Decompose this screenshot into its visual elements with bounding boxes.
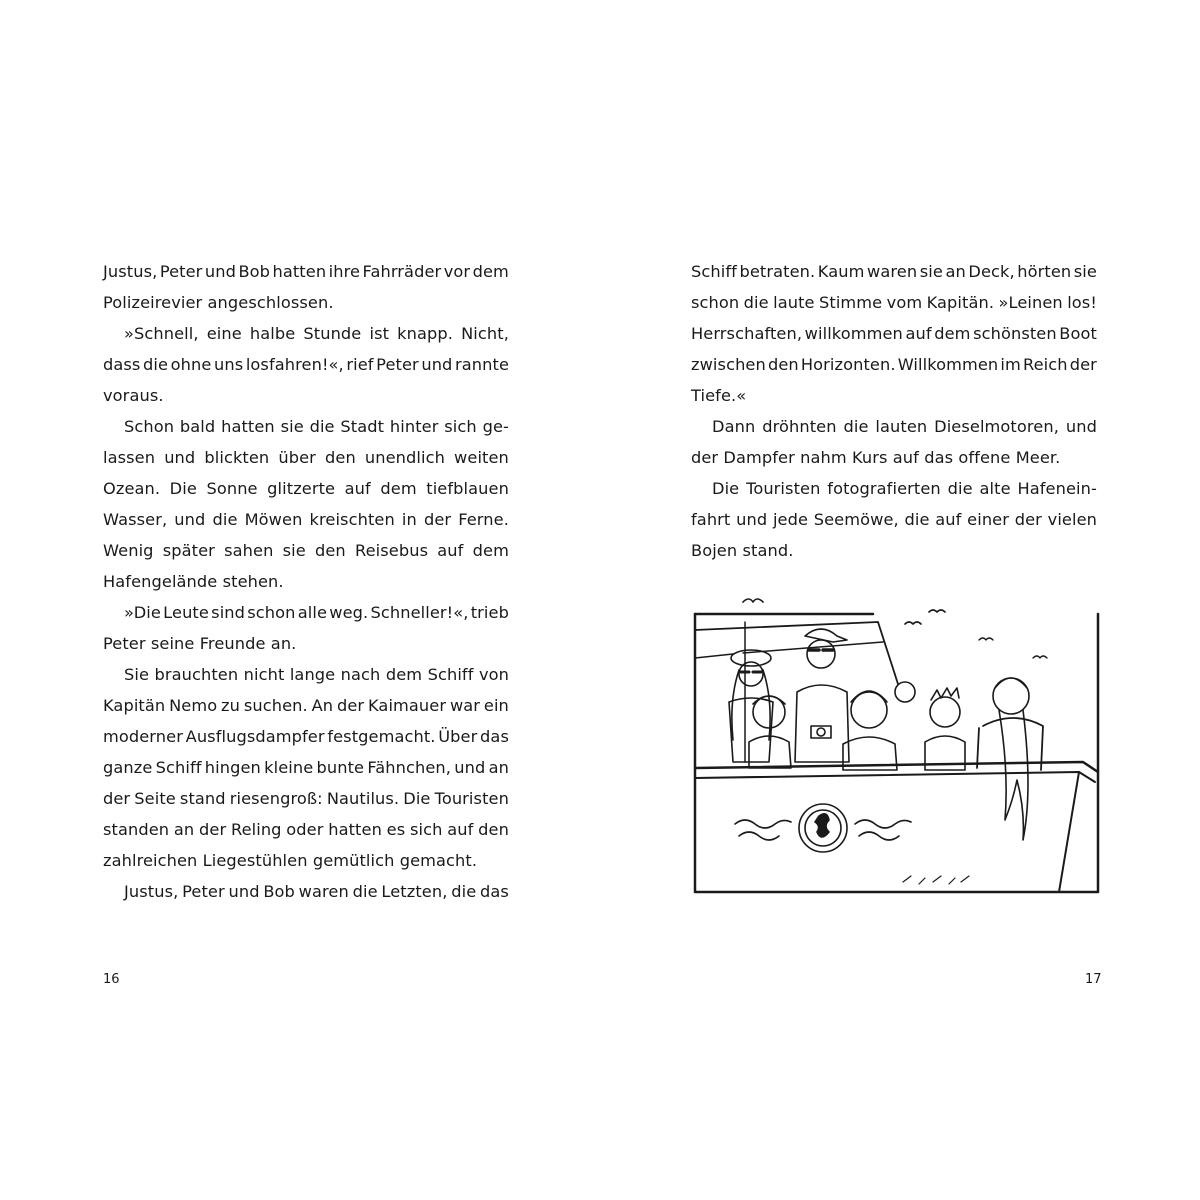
- text-line: Tiefe.«: [691, 386, 747, 405]
- text-line: Polizeirevier angeschlossen.: [103, 293, 334, 312]
- boy-right: [925, 688, 965, 770]
- text-line: moderner Ausflugsdampfer festgemacht. Über das: [103, 727, 509, 746]
- text-line: standen an der Reling oder hatten es sich auf den: [103, 820, 509, 839]
- seagull-icon: [905, 622, 921, 624]
- seagull-icon: [743, 599, 763, 602]
- page-number: 16: [103, 972, 120, 987]
- captain-nemo: [977, 678, 1043, 840]
- seagull-icon: [929, 610, 945, 612]
- girl-tourist: [843, 682, 915, 770]
- text-line: zahlreichen Liegestühlen gemütlich gemacht.: [103, 851, 478, 870]
- text-line: Peter seine Freunde an.: [103, 634, 297, 653]
- text-line: dass die ohne uns losfahren!«, rief Peter und rannte: [103, 355, 509, 374]
- text-line: der Dampfer nahm Kurs auf das offene Meer.: [691, 448, 1061, 467]
- text-line: Schon bald hatten sie die Stadt hinter sich ge-: [124, 417, 509, 436]
- text-line: »Die Leute sind schon alle weg. Schneller!«, trieb: [124, 603, 509, 622]
- text-line: zwischen den Horizonten. Willkommen im Reich der: [691, 355, 1097, 374]
- text-line: »Schnell, eine halbe Stunde ist knapp. Nicht,: [124, 324, 509, 343]
- text-line: voraus.: [103, 386, 164, 405]
- text-line: Die Touristen fotografierten die alte Hafenein-: [712, 479, 1097, 498]
- text-line: ganze Schiff hingen kleine bunte Fähnchen, und an: [103, 758, 509, 777]
- text-line: Kapitän Nemo zu suchen. An der Kaimauer war ein: [103, 696, 509, 715]
- woman-tourist: [729, 650, 773, 762]
- text-line: Ozean. Die Sonne glitzerte auf dem tiefblauen: [103, 479, 509, 498]
- text-line: Wasser, und die Möwen kreischten in der Ferne.: [103, 510, 509, 529]
- text-line: Bojen stand.: [691, 541, 794, 560]
- boat-illustration: [693, 592, 1102, 894]
- text-line: Schiff betraten. Kaum waren sie an Deck, hörten sie: [691, 262, 1097, 281]
- seagull-icon: [979, 638, 993, 640]
- seagull-icon: [1033, 656, 1047, 658]
- text-line: lassen und blickten über den unendlich weiten: [103, 448, 509, 467]
- seahorse-emblem-icon: [735, 804, 911, 852]
- text-line: der Seite stand riesengroß: Nautilus. Die Touristen: [103, 789, 509, 808]
- text-line: Justus, Peter und Bob hatten ihre Fahrräder vor dem: [103, 262, 509, 281]
- text-line: Justus, Peter und Bob waren die Letzten, die das: [124, 882, 509, 901]
- text-line: Dann dröhnten die lauten Dieselmotoren, und: [712, 417, 1097, 436]
- text-line: fahrt und jede Seemöwe, die auf einer der vielen: [691, 510, 1097, 529]
- text-line: Wenig später sahen sie den Reisebus auf dem: [103, 541, 509, 560]
- text-line: schon die laute Stimme vom Kapitän. »Leinen los!: [691, 293, 1097, 312]
- page-number: 17: [1085, 972, 1102, 987]
- text-line: Hafengelände stehen.: [103, 572, 284, 591]
- text-line: Sie brauchten nicht lange nach dem Schiff von: [124, 665, 509, 684]
- text-line: Herrschaften, willkommen auf dem schönsten Boot: [691, 324, 1097, 343]
